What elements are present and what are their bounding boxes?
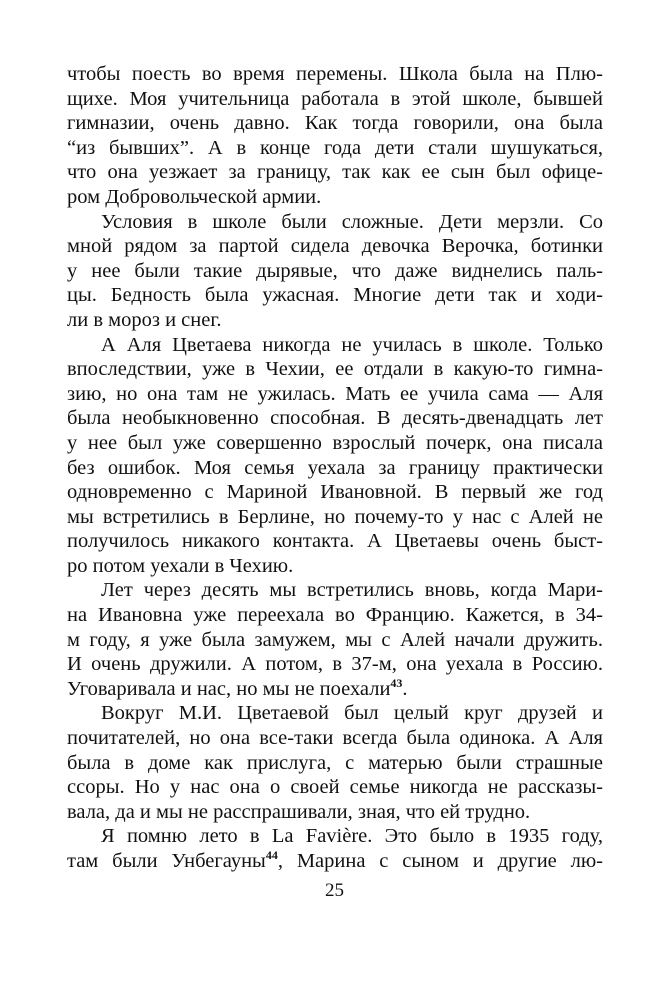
- text-fragment: там были Унбегауны: [67, 850, 266, 872]
- text-line: одновременно с Мариной Ивановной. В первый же год: [67, 481, 603, 504]
- text-line: у нее был уже совершенно взрослый почерк, она писала: [67, 431, 603, 454]
- footnote-marker: 43: [390, 675, 403, 690]
- text-line: [67, 849, 603, 874]
- page-number: 25: [325, 880, 344, 901]
- text-line: ро потом уехали в Чехию.: [67, 554, 294, 577]
- text-line: мы встретились в Берлине, но почему-то у нас с Алей не: [67, 505, 603, 528]
- text-fragment: Уговаривала и нас, но мы не поехали: [67, 677, 391, 700]
- text-line: щихе. Моя учительница работала в этой школе, бывшей: [67, 87, 603, 110]
- text-line: ром Добровольческой армии.: [67, 185, 322, 208]
- text-line: была в доме как прислуга, с матерью были страшные: [67, 751, 603, 774]
- text-line: [67, 677, 603, 702]
- paragraph-1: [67, 62, 603, 210]
- text-line: без ошибок. Моя семья уехала за границу практически: [67, 456, 603, 479]
- text-line: Я помню лето в La Favière. Это было в 1935 году,: [101, 825, 603, 848]
- text-line: А Аля Цветаева никогда не училась в школе. Только: [101, 333, 603, 356]
- text-line: И очень дружили. А потом, в 37-м, она уехала в Россию.: [67, 653, 603, 676]
- paragraph-4: [67, 578, 603, 701]
- text-line: на Ивановна уже переехала во Францию. Кажется, в 34-: [67, 604, 603, 627]
- text-line: ли в мороз и снег.: [67, 308, 222, 331]
- text-line: получилось никакого контакта. А Цветаевы очень быст-: [67, 530, 603, 553]
- text-line: цы. Бедность была ужасная. Многие дети так и ходи-: [67, 284, 603, 307]
- document-page: [67, 62, 603, 874]
- text-fragment: .: [402, 677, 408, 700]
- text-line: была необыкновенно способная. В десять-двенадцать лет: [67, 407, 603, 430]
- text-line: у нее были такие дырявые, что даже виднелись паль-: [67, 259, 603, 282]
- paragraph-5: [67, 701, 603, 824]
- text-line: Вокруг М.И. Цветаевой был целый круг друзей и: [101, 702, 603, 725]
- text-line: почитателей, но она все-таки всегда была одинока. А Аля: [67, 727, 603, 750]
- paragraph-2: [67, 210, 603, 333]
- text-line: зию, но она там не ужилась. Мать ее учила сама — Аля: [67, 382, 603, 405]
- text-line: Условия в школе были сложные. Дети мерзли. Со: [101, 210, 603, 233]
- footnote-marker: 44: [265, 848, 278, 862]
- text-line: мной рядом за партой сидела девочка Верочка, ботинки: [67, 235, 603, 258]
- paragraph-3: [67, 333, 603, 579]
- text-line: Лет через десять мы встретились вновь, когда Мари-: [101, 579, 603, 602]
- text-line: м году, я уже была замужем, мы с Алей начали дружить.: [67, 628, 603, 651]
- text-fragment: , Марина с сыном и другие лю-: [277, 850, 604, 872]
- text-line: ссоры. Но у нас она о своей семье никогда не рассказы-: [67, 776, 603, 799]
- text-line: чтобы поесть во время перемены. Школа была на Плю-: [67, 63, 603, 85]
- text-line: что она уезжает за границу, так как ее сын был офице-: [67, 161, 603, 184]
- text-line: вала, да и мы не расспрашивали, зная, что ей трудно.: [67, 800, 531, 823]
- paragraph-6: [67, 824, 603, 873]
- text-line: гимназии, очень давно. Как тогда говорили, она была: [67, 112, 603, 135]
- text-line: “из бывших”. А в конце года дети стали шушукаться,: [67, 136, 603, 159]
- text-line: впоследствии, уже в Чехии, ее отдали в какую-то гимна-: [67, 358, 603, 381]
